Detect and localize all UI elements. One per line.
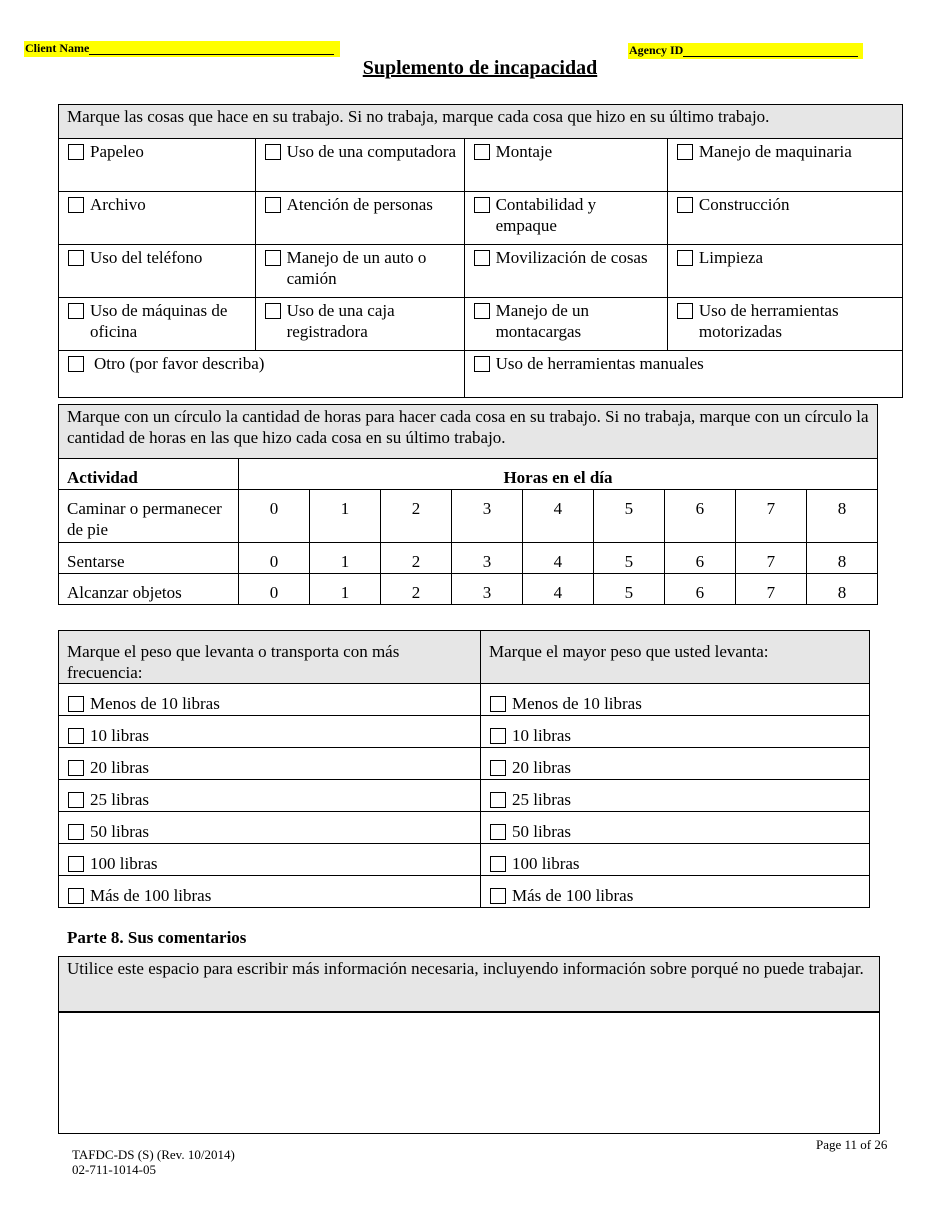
weight-max-option[interactable] bbox=[481, 844, 870, 876]
weight-max-option[interactable] bbox=[481, 812, 870, 844]
weight-option-label: 100 libras bbox=[512, 854, 580, 873]
weights-table bbox=[58, 630, 870, 908]
hour-option[interactable]: 5 bbox=[593, 490, 664, 543]
activity-option[interactable] bbox=[464, 139, 667, 192]
activity-option-label: Construcción bbox=[698, 195, 790, 214]
hours-activity-label: Alcanzar objetos bbox=[59, 574, 239, 605]
weight-frequent-option[interactable] bbox=[59, 844, 481, 876]
form-number: 02-711-1014-05 bbox=[72, 1162, 157, 1177]
checkbox[interactable] bbox=[677, 250, 693, 266]
checkbox[interactable] bbox=[474, 303, 490, 319]
checkbox[interactable] bbox=[490, 792, 506, 808]
activity-option-label: Contabilidad y empaque bbox=[495, 195, 597, 235]
hour-option[interactable]: 4 bbox=[522, 543, 593, 574]
activity-option-label: Uso de una caja registradora bbox=[286, 301, 395, 341]
activity-option[interactable] bbox=[59, 245, 256, 298]
checkbox[interactable] bbox=[474, 250, 490, 266]
hour-option[interactable]: 3 bbox=[451, 574, 522, 605]
weight-option-label: 10 libras bbox=[90, 726, 150, 745]
checkbox[interactable] bbox=[474, 144, 490, 160]
activity-option[interactable] bbox=[464, 245, 667, 298]
hour-option[interactable]: 6 bbox=[664, 490, 735, 543]
weight-max-option[interactable] bbox=[481, 780, 870, 812]
form-id: TAFDC-DS (S) (Rev. 10/2014) bbox=[72, 1147, 235, 1162]
checkbox[interactable] bbox=[68, 728, 84, 744]
hour-option[interactable]: 4 bbox=[522, 574, 593, 605]
checkbox[interactable] bbox=[677, 144, 693, 160]
activity-option-label: Uso de herramientas motorizadas bbox=[698, 301, 839, 341]
activity-option[interactable] bbox=[255, 192, 464, 245]
activity-option-label: Manejo de un montacargas bbox=[495, 301, 590, 341]
activity-other[interactable] bbox=[59, 351, 465, 398]
page-title: Suplemento de incapacidad bbox=[362, 57, 598, 79]
weight-frequent-option[interactable] bbox=[59, 716, 481, 748]
activity-manual-tools-label: Uso de herramientas manuales bbox=[495, 354, 704, 373]
checkbox[interactable] bbox=[474, 197, 490, 213]
activity-option[interactable] bbox=[59, 298, 256, 351]
activity-option[interactable] bbox=[464, 192, 667, 245]
weight-option-label: 25 libras bbox=[90, 790, 150, 809]
activity-option[interactable] bbox=[59, 139, 256, 192]
activity-other-label: Otro (por favor describa) bbox=[94, 354, 265, 373]
checkbox[interactable] bbox=[68, 792, 84, 808]
agency-id-label: Agency ID bbox=[629, 43, 684, 57]
checkbox[interactable] bbox=[490, 728, 506, 744]
checkbox[interactable] bbox=[265, 250, 281, 266]
activity-option-label: Manejo de maquinaria bbox=[698, 142, 852, 161]
activity-option-label: Papeleo bbox=[90, 142, 144, 161]
weight-max-option[interactable] bbox=[481, 716, 870, 748]
hour-option[interactable]: 8 bbox=[806, 574, 877, 605]
hours-activity-label: Caminar o permanecer de pie bbox=[59, 490, 239, 543]
activity-option-label: Atención de personas bbox=[286, 195, 433, 214]
hour-option[interactable]: 3 bbox=[451, 490, 522, 543]
weight-option-label: 100 libras bbox=[90, 854, 158, 873]
weight-option-label: Menos de 10 libras bbox=[90, 694, 220, 713]
activities-instruction: Marque las cosas que hace en su trabajo. Si no trabaja, marque cada cosa que hizo en su último trabajo. bbox=[59, 105, 903, 139]
checkbox[interactable] bbox=[677, 197, 693, 213]
hour-option[interactable]: 0 bbox=[239, 543, 310, 574]
checkbox[interactable] bbox=[490, 760, 506, 776]
page-number: Page 11 of 26 bbox=[816, 1137, 888, 1152]
checkbox[interactable] bbox=[68, 824, 84, 840]
weight-frequent-option[interactable] bbox=[59, 812, 481, 844]
activity-option-label: Movilización de cosas bbox=[495, 248, 648, 267]
hour-option[interactable]: 3 bbox=[451, 543, 522, 574]
checkbox[interactable] bbox=[490, 824, 506, 840]
weight-option-label: 50 libras bbox=[512, 822, 572, 841]
activity-option-label: Montaje bbox=[495, 142, 553, 161]
weight-max-option[interactable] bbox=[481, 684, 870, 716]
activity-option-label: Manejo de un auto o camión bbox=[286, 248, 427, 288]
comments-instruction: Utilice este espacio para escribir más información necesaria, incluyendo información sobre porqué no puede trabajar. bbox=[59, 957, 880, 1013]
hour-option[interactable]: 2 bbox=[380, 574, 451, 605]
hour-option[interactable]: 7 bbox=[735, 490, 806, 543]
weight-option-label: 10 libras bbox=[512, 726, 572, 745]
weight-option-label: Más de 100 libras bbox=[90, 886, 212, 905]
weight-option-label: 20 libras bbox=[90, 758, 150, 777]
weights-frequent-header: Marque el peso que levanta o transporta con más frecuencia: bbox=[59, 631, 481, 684]
activity-option-label: Limpieza bbox=[698, 248, 764, 267]
weight-frequent-option[interactable] bbox=[59, 748, 481, 780]
hour-option[interactable]: 5 bbox=[593, 543, 664, 574]
activity-option-label: Archivo bbox=[90, 195, 146, 214]
activity-option[interactable] bbox=[667, 139, 902, 192]
weight-option-label: 50 libras bbox=[90, 822, 150, 841]
weight-option-label: Más de 100 libras bbox=[512, 886, 634, 905]
weight-option-label: 20 libras bbox=[512, 758, 572, 777]
activities-table bbox=[58, 104, 903, 398]
hour-option[interactable]: 5 bbox=[593, 574, 664, 605]
activity-header: Actividad bbox=[59, 459, 239, 490]
weight-frequent-option[interactable] bbox=[59, 684, 481, 716]
weight-option-label: Menos de 10 libras bbox=[512, 694, 642, 713]
hour-option[interactable]: 7 bbox=[735, 543, 806, 574]
activity-option[interactable] bbox=[464, 298, 667, 351]
weight-frequent-option[interactable] bbox=[59, 876, 481, 908]
checkbox[interactable] bbox=[490, 696, 506, 712]
client-name-field[interactable] bbox=[24, 41, 340, 57]
comments-table bbox=[58, 956, 880, 1134]
hour-option[interactable]: 2 bbox=[380, 543, 451, 574]
weight-option-label: 25 libras bbox=[512, 790, 572, 809]
activity-option[interactable] bbox=[255, 245, 464, 298]
checkbox[interactable] bbox=[68, 144, 84, 160]
activity-option[interactable] bbox=[255, 139, 464, 192]
weights-max-header: Marque el mayor peso que usted levanta: bbox=[481, 631, 870, 684]
hour-option[interactable]: 6 bbox=[664, 574, 735, 605]
checkbox[interactable] bbox=[68, 356, 84, 372]
weight-frequent-option[interactable] bbox=[59, 780, 481, 812]
comments-area[interactable] bbox=[59, 1012, 880, 1134]
activity-option[interactable] bbox=[667, 298, 902, 351]
checkbox[interactable] bbox=[490, 856, 506, 872]
checkbox[interactable] bbox=[265, 144, 281, 160]
hour-option[interactable]: 8 bbox=[806, 543, 877, 574]
hours-activity-label: Sentarse bbox=[59, 543, 239, 574]
part-8-title: Parte 8. Sus comentarios bbox=[67, 928, 247, 947]
activity-option[interactable] bbox=[667, 192, 902, 245]
hour-option[interactable]: 1 bbox=[309, 490, 380, 543]
hour-option[interactable]: 0 bbox=[239, 574, 310, 605]
checkbox[interactable] bbox=[474, 356, 490, 372]
checkbox[interactable] bbox=[68, 760, 84, 776]
checkbox[interactable] bbox=[490, 888, 506, 904]
hour-option[interactable]: 4 bbox=[522, 490, 593, 543]
checkbox[interactable] bbox=[68, 250, 84, 266]
checkbox[interactable] bbox=[68, 303, 84, 319]
hour-option[interactable]: 6 bbox=[664, 543, 735, 574]
checkbox[interactable] bbox=[265, 303, 281, 319]
checkbox[interactable] bbox=[68, 888, 84, 904]
hour-option[interactable]: 1 bbox=[309, 543, 380, 574]
activity-option-label: Uso de una computadora bbox=[286, 142, 457, 161]
activity-manual-tools[interactable] bbox=[464, 351, 902, 398]
hour-option[interactable]: 7 bbox=[735, 574, 806, 605]
hour-option[interactable]: 0 bbox=[239, 490, 310, 543]
hour-option[interactable]: 2 bbox=[380, 490, 451, 543]
activity-option-label: Uso del teléfono bbox=[90, 248, 203, 267]
activity-option-label: Uso de máquinas de oficina bbox=[90, 301, 228, 341]
weight-max-option[interactable] bbox=[481, 748, 870, 780]
checkbox[interactable] bbox=[68, 856, 84, 872]
hour-option[interactable]: 8 bbox=[806, 490, 877, 543]
checkbox[interactable] bbox=[68, 197, 84, 213]
activity-option[interactable] bbox=[667, 245, 902, 298]
agency-id-line bbox=[683, 44, 858, 57]
activity-option[interactable] bbox=[255, 298, 464, 351]
hours-table bbox=[58, 404, 878, 605]
client-name-line bbox=[89, 42, 334, 55]
checkbox[interactable] bbox=[265, 197, 281, 213]
activity-option[interactable] bbox=[59, 192, 256, 245]
hours-header: Horas en el día bbox=[239, 459, 878, 490]
client-name-label: Client Name bbox=[25, 41, 90, 55]
checkbox[interactable] bbox=[677, 303, 693, 319]
hours-instruction: Marque con un círculo la cantidad de horas para hacer cada cosa en su trabajo. Si no trabaja, marque con un círculo la cantidad de horas en las que hizo cada cosa en su último trabajo. bbox=[59, 405, 878, 459]
checkbox[interactable] bbox=[68, 696, 84, 712]
weight-max-option[interactable] bbox=[481, 876, 870, 908]
hour-option[interactable]: 1 bbox=[309, 574, 380, 605]
